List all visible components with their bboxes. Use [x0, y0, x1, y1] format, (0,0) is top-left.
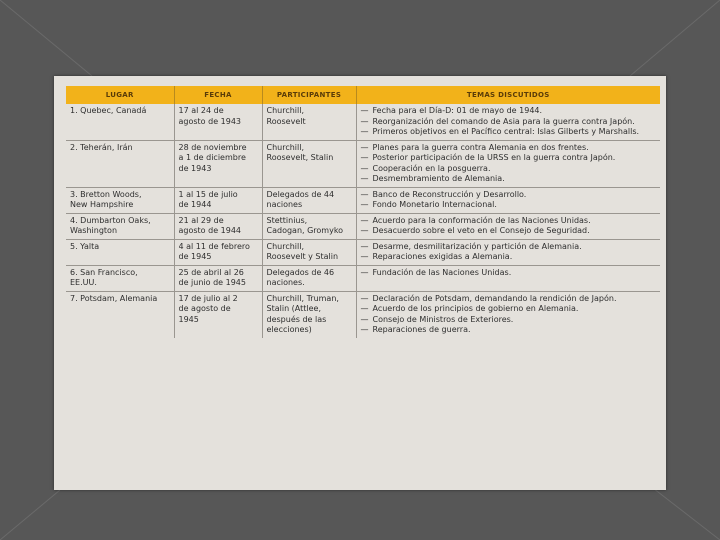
- participantes-line: elecciones): [266, 325, 312, 334]
- fecha-line: 4 al 11 de febrero: [178, 241, 250, 251]
- participantes-line: Churchill, Truman,: [266, 293, 339, 303]
- topic-item: [361, 127, 657, 138]
- cell-lugar: [66, 213, 174, 239]
- cell-temas: [356, 213, 660, 239]
- topic-text: Primeros objetivos en el Pacífico central: Islas Gilberts y Marshalls.: [372, 127, 640, 136]
- topic-item: [361, 294, 657, 305]
- fecha-line: de 1943: [178, 163, 212, 173]
- fecha-line: de 1945: [178, 252, 212, 261]
- lugar-line: 3. Bretton Woods,: [70, 189, 142, 199]
- cell-fecha: [174, 187, 262, 213]
- slide-image: [54, 76, 666, 490]
- fecha-line: 1 al 15 de julio: [178, 189, 238, 199]
- cell-lugar: [66, 104, 174, 140]
- cell-temas: [356, 291, 660, 338]
- participantes-line: después de las: [266, 314, 327, 324]
- cell-fecha: [174, 104, 262, 140]
- topic-item: [361, 315, 657, 326]
- cell-temas: [356, 239, 660, 265]
- cell-fecha: [174, 140, 262, 187]
- lugar-line: 7. Potsdam, Alemania: [70, 293, 158, 303]
- topic-text: Posterior participación de la URSS en la guerra contra Japón.: [372, 153, 616, 162]
- cell-temas: [356, 140, 660, 187]
- participantes-line: Roosevelt y Stalin: [266, 252, 339, 261]
- topic-text: Cooperación en la posguerra.: [372, 163, 491, 173]
- cell-lugar: [66, 140, 174, 187]
- topic-text: Fondo Monetario Internacional.: [372, 200, 497, 209]
- cell-participantes: [262, 187, 356, 213]
- topic-item: [361, 190, 657, 201]
- participantes-line: Churchill,: [266, 142, 305, 152]
- table-row: [66, 213, 660, 239]
- topic-text: Desmembramiento de Alemania.: [372, 174, 505, 183]
- dash-bullet: —: [360, 252, 369, 261]
- topic-text: Reparaciones exigidas a Alemania.: [372, 252, 513, 261]
- topic-item: [361, 106, 657, 117]
- fecha-line: 25 de abril al 26: [178, 267, 244, 277]
- dash-bullet: —: [360, 142, 369, 152]
- topic-item: [361, 153, 657, 164]
- participantes-line: Stettinius,: [266, 215, 308, 225]
- cell-participantes: [262, 239, 356, 265]
- participantes-line: Roosevelt: [266, 116, 306, 126]
- cell-lugar: [66, 265, 174, 291]
- topic-item: [361, 174, 657, 185]
- topic-text: Planes para la guerra contra Alemania en dos frentes.: [372, 142, 589, 152]
- dash-bullet: —: [360, 116, 369, 126]
- dash-bullet: —: [360, 200, 369, 209]
- topic-text: Acuerdo de los principios de gobierno en Alemania.: [372, 304, 579, 313]
- lugar-line: 5. Yalta: [70, 241, 100, 251]
- topic-item: [361, 242, 657, 253]
- participantes-line: Delegados de 44: [266, 189, 335, 199]
- fecha-line: 1945: [178, 314, 199, 324]
- table-row: [66, 239, 660, 265]
- lugar-line: 6. San Francisco,: [70, 267, 138, 277]
- cell-participantes: [262, 104, 356, 140]
- topic-text: Acuerdo para la conformación de las Naciones Unidas.: [372, 215, 591, 225]
- topic-text: Fundación de las Naciones Unidas.: [372, 267, 512, 277]
- participantes-line: Stalin (Attlee,: [266, 304, 322, 313]
- topic-text: Reorganización del comando de Asia para la guerra contra Japón.: [372, 116, 635, 126]
- participantes-line: Roosevelt, Stalin: [266, 153, 334, 162]
- dash-bullet: —: [360, 267, 369, 277]
- dash-bullet: —: [360, 314, 369, 324]
- cell-participantes: [262, 291, 356, 338]
- header-participantes: PARTICIPANTES: [262, 86, 356, 104]
- fecha-line: agosto de 1944: [178, 226, 242, 235]
- cell-participantes: [262, 265, 356, 291]
- table-row: [66, 187, 660, 213]
- fecha-line: 17 al 24 de: [178, 106, 224, 115]
- header-temas: TEMAS DISCUTIDOS: [356, 86, 660, 104]
- topic-text: Desacuerdo sobre el veto en el Consejo de Seguridad.: [372, 226, 590, 235]
- cell-participantes: [262, 213, 356, 239]
- fecha-line: agosto de 1943: [178, 116, 242, 126]
- topic-text: Desarme, desmilitarización y partición de Alemania.: [372, 241, 582, 251]
- cell-lugar: [66, 239, 174, 265]
- topic-item: [361, 143, 657, 154]
- cell-fecha: [174, 291, 262, 338]
- cell-temas: [356, 265, 660, 291]
- dash-bullet: —: [360, 106, 369, 115]
- header-fecha: FECHA: [174, 86, 262, 104]
- header-lugar: LUGAR: [66, 86, 174, 104]
- participantes-line: Delegados de 46: [266, 267, 335, 277]
- topic-item: [361, 325, 657, 336]
- table-row: [66, 291, 660, 338]
- topic-item: [361, 164, 657, 175]
- participantes-line: Churchill,: [266, 241, 305, 251]
- lugar-line: EE.UU.: [70, 278, 97, 287]
- conferences-table: [66, 86, 660, 338]
- table-row: [66, 265, 660, 291]
- table-row: [66, 140, 660, 187]
- dash-bullet: —: [360, 241, 369, 251]
- participantes-line: naciones.: [266, 278, 305, 287]
- participantes-line: Churchill,: [266, 106, 305, 115]
- fecha-line: 28 de noviembre: [178, 142, 247, 152]
- dash-bullet: —: [360, 153, 369, 162]
- topic-item: [361, 252, 657, 263]
- topic-item: [361, 226, 657, 237]
- dash-bullet: —: [360, 174, 369, 183]
- table-header-row: [66, 86, 660, 104]
- topic-text: Fecha para el Día-D: 01 de mayo de 1944.: [372, 106, 543, 115]
- participantes-line: Cadogan, Gromyko: [266, 226, 344, 235]
- dash-bullet: —: [360, 215, 369, 225]
- topic-item: [361, 117, 657, 128]
- dash-bullet: —: [360, 163, 369, 173]
- participantes-line: naciones: [266, 200, 303, 209]
- cell-fecha: [174, 265, 262, 291]
- lugar-line: New Hampshire: [70, 200, 134, 209]
- table-row: [66, 104, 660, 140]
- dash-bullet: —: [360, 189, 369, 199]
- topic-item: [361, 200, 657, 211]
- topic-item: [361, 304, 657, 315]
- dash-bullet: —: [360, 304, 369, 313]
- fecha-line: 21 al 29 de: [178, 215, 224, 225]
- dash-bullet: —: [360, 325, 369, 334]
- topic-text: Reparaciones de guerra.: [372, 325, 471, 334]
- lugar-line: 4. Dumbarton Oaks,: [70, 215, 151, 225]
- dash-bullet: —: [360, 293, 369, 303]
- lugar-line: 1. Quebec, Canadá: [70, 106, 147, 115]
- lugar-line: Washington: [70, 226, 118, 235]
- dash-bullet: —: [360, 226, 369, 235]
- topic-item: [361, 216, 657, 227]
- fecha-line: a 1 de diciembre: [178, 153, 246, 162]
- topic-text: Declaración de Potsdam, demandando la rendición de Japón.: [372, 293, 617, 303]
- cell-fecha: [174, 239, 262, 265]
- cell-temas: [356, 104, 660, 140]
- cell-lugar: [66, 187, 174, 213]
- topic-text: Consejo de Ministros de Exteriores.: [372, 314, 514, 324]
- cell-fecha: [174, 213, 262, 239]
- cell-temas: [356, 187, 660, 213]
- fecha-line: de agosto de: [178, 304, 231, 313]
- topic-item: [361, 268, 657, 279]
- fecha-line: 17 de julio al 2: [178, 293, 238, 303]
- topic-text: Banco de Reconstrucción y Desarrollo.: [372, 189, 527, 199]
- lugar-line: 2. Teherán, Irán: [70, 142, 133, 152]
- cell-lugar: [66, 291, 174, 338]
- fecha-line: de junio de 1945: [178, 278, 246, 287]
- cell-participantes: [262, 140, 356, 187]
- dash-bullet: —: [360, 127, 369, 136]
- fecha-line: de 1944: [178, 200, 212, 209]
